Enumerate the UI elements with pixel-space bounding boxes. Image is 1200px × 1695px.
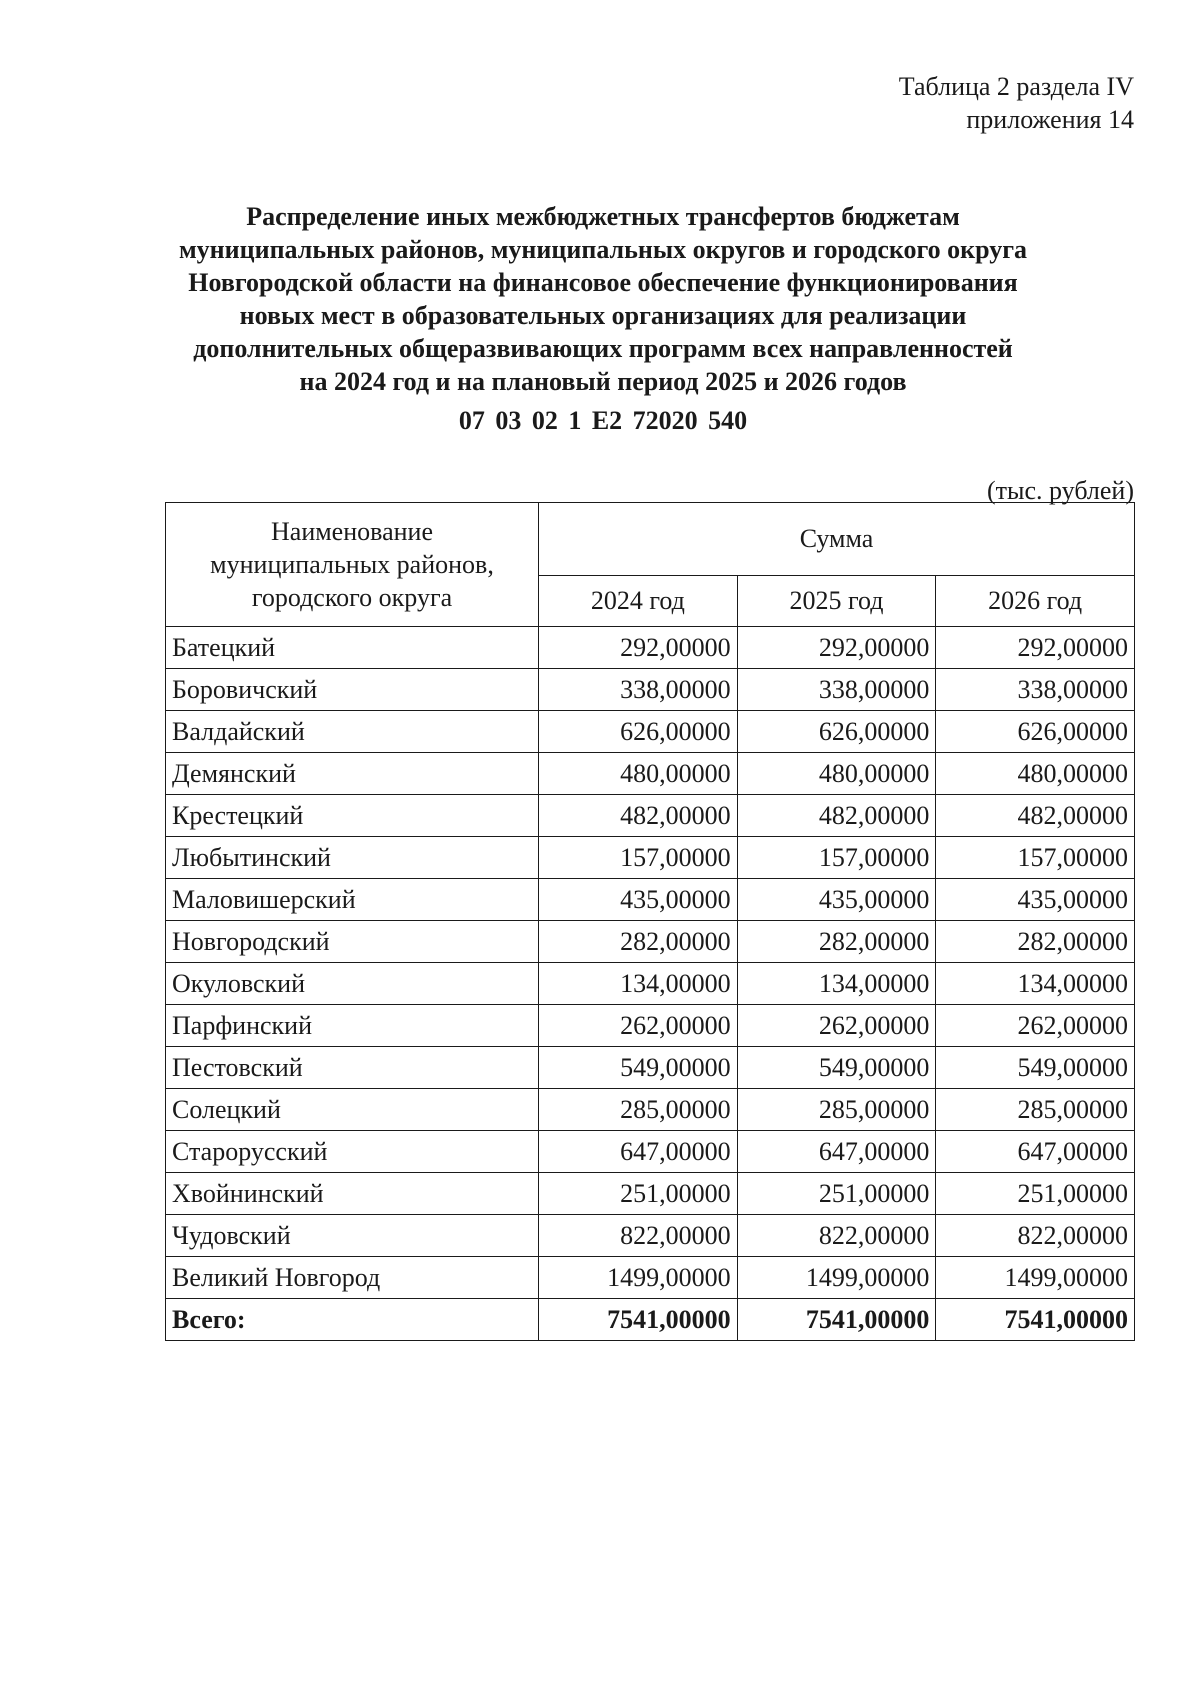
table-row — [166, 1173, 1135, 1215]
row-value-2026: 480,00000 — [936, 753, 1135, 795]
total-label: Всего: — [166, 1299, 539, 1341]
row-value-2025: 822,00000 — [737, 1215, 936, 1257]
column-header-name-line: муниципальных районов, — [210, 550, 494, 579]
total-value-2025: 7541,00000 — [737, 1299, 936, 1341]
row-value-2026: 647,00000 — [936, 1131, 1135, 1173]
row-name: Демянский — [166, 753, 539, 795]
column-header-year-2024: 2024 год — [539, 576, 738, 627]
row-value-2024: 1499,00000 — [539, 1257, 738, 1299]
row-value-2025: 262,00000 — [737, 1005, 936, 1047]
table-row — [166, 711, 1135, 753]
row-value-2026: 822,00000 — [936, 1215, 1135, 1257]
row-name: Парфинский — [166, 1005, 539, 1047]
budget-classification-code: 07 03 02 1 E2 72020 540 — [458, 406, 748, 435]
total-value-2024: 7541,00000 — [539, 1299, 738, 1341]
row-value-2025: 1499,00000 — [737, 1257, 936, 1299]
table-row — [166, 1215, 1135, 1257]
row-value-2024: 626,00000 — [539, 711, 738, 753]
table-row — [166, 1089, 1135, 1131]
column-header-year-2025: 2025 год — [737, 576, 936, 627]
row-value-2026: 338,00000 — [936, 669, 1135, 711]
document-title — [150, 200, 1056, 398]
row-value-2024: 292,00000 — [539, 627, 738, 669]
title-line: Распределение иных межбюджетных трансфертов бюджетам — [246, 202, 960, 231]
column-header-sum: Сумма — [539, 503, 1135, 576]
column-header-name — [166, 503, 539, 627]
row-value-2026: 157,00000 — [936, 837, 1135, 879]
row-value-2024: 480,00000 — [539, 753, 738, 795]
row-value-2026: 482,00000 — [936, 795, 1135, 837]
row-value-2026: 292,00000 — [936, 627, 1135, 669]
title-line: муниципальных районов, муниципальных округов и городского округа — [178, 235, 1028, 264]
row-value-2025: 338,00000 — [737, 669, 936, 711]
table-reference-line1: Таблица 2 раздела IV — [898, 72, 1134, 101]
table-row — [166, 753, 1135, 795]
row-value-2025: 251,00000 — [737, 1173, 936, 1215]
row-name: Окуловский — [166, 963, 539, 1005]
row-value-2026: 435,00000 — [936, 879, 1135, 921]
row-value-2024: 822,00000 — [539, 1215, 738, 1257]
table-row — [166, 627, 1135, 669]
row-value-2025: 647,00000 — [737, 1131, 936, 1173]
row-value-2024: 157,00000 — [539, 837, 738, 879]
table-row — [166, 921, 1135, 963]
table-reference — [899, 70, 1134, 136]
row-value-2025: 285,00000 — [737, 1089, 936, 1131]
row-value-2024: 251,00000 — [539, 1173, 738, 1215]
table-row — [166, 1047, 1135, 1089]
row-value-2024: 647,00000 — [539, 1131, 738, 1173]
distribution-table — [165, 502, 1135, 1341]
row-name: Батецкий — [166, 627, 539, 669]
row-name: Солецкий — [166, 1089, 539, 1131]
row-value-2024: 285,00000 — [539, 1089, 738, 1131]
row-value-2024: 435,00000 — [539, 879, 738, 921]
row-value-2025: 282,00000 — [737, 921, 936, 963]
row-name: Новгородский — [166, 921, 539, 963]
row-value-2025: 292,00000 — [737, 627, 936, 669]
row-name: Хвойнинский — [166, 1173, 539, 1215]
table-row — [166, 963, 1135, 1005]
row-name: Пестовский — [166, 1047, 539, 1089]
row-value-2024: 262,00000 — [539, 1005, 738, 1047]
column-header-name-line: Наименование — [271, 517, 433, 546]
table-row — [166, 795, 1135, 837]
row-value-2025: 482,00000 — [737, 795, 936, 837]
title-line: дополнительных общеразвивающих программ всех направленностей — [193, 334, 1013, 363]
table-row — [166, 837, 1135, 879]
row-name: Великий Новгород — [166, 1257, 539, 1299]
total-row — [166, 1299, 1135, 1341]
title-line: на 2024 год и на плановый период 2025 и 2026 годов — [299, 367, 907, 396]
table-row — [166, 1131, 1135, 1173]
row-value-2025: 134,00000 — [737, 963, 936, 1005]
table-row — [166, 1257, 1135, 1299]
title-line: новых мест в образовательных организациях для реализации — [239, 301, 967, 330]
row-value-2024: 338,00000 — [539, 669, 738, 711]
row-value-2026: 262,00000 — [936, 1005, 1135, 1047]
table-row — [166, 879, 1135, 921]
row-value-2026: 549,00000 — [936, 1047, 1135, 1089]
row-name: Чудовский — [166, 1215, 539, 1257]
row-name: Старорусский — [166, 1131, 539, 1173]
row-value-2026: 282,00000 — [936, 921, 1135, 963]
row-value-2026: 134,00000 — [936, 963, 1135, 1005]
row-name: Маловишерский — [166, 879, 539, 921]
row-value-2026: 251,00000 — [936, 1173, 1135, 1215]
row-value-2026: 285,00000 — [936, 1089, 1135, 1131]
row-value-2024: 482,00000 — [539, 795, 738, 837]
row-name: Крестецкий — [166, 795, 539, 837]
table-reference-line2: приложения 14 — [966, 105, 1134, 134]
column-header-year-2026: 2026 год — [936, 576, 1135, 627]
row-name: Любытинский — [166, 837, 539, 879]
column-header-name-line: городского округа — [251, 583, 453, 612]
row-value-2024: 549,00000 — [539, 1047, 738, 1089]
row-name: Валдайский — [166, 711, 539, 753]
row-value-2025: 626,00000 — [737, 711, 936, 753]
row-value-2024: 134,00000 — [539, 963, 738, 1005]
units-label: (тыс. рублей) — [986, 476, 1134, 505]
title-line: Новгородской области на финансовое обеспечение функционирования — [188, 268, 1018, 297]
table-row — [166, 1005, 1135, 1047]
row-value-2026: 1499,00000 — [936, 1257, 1135, 1299]
row-value-2026: 626,00000 — [936, 711, 1135, 753]
row-name: Боровичский — [166, 669, 539, 711]
total-value-2026: 7541,00000 — [936, 1299, 1135, 1341]
row-value-2025: 157,00000 — [737, 837, 936, 879]
row-value-2025: 549,00000 — [737, 1047, 936, 1089]
row-value-2025: 435,00000 — [737, 879, 936, 921]
row-value-2024: 282,00000 — [539, 921, 738, 963]
row-value-2025: 480,00000 — [737, 753, 936, 795]
table-row — [166, 669, 1135, 711]
